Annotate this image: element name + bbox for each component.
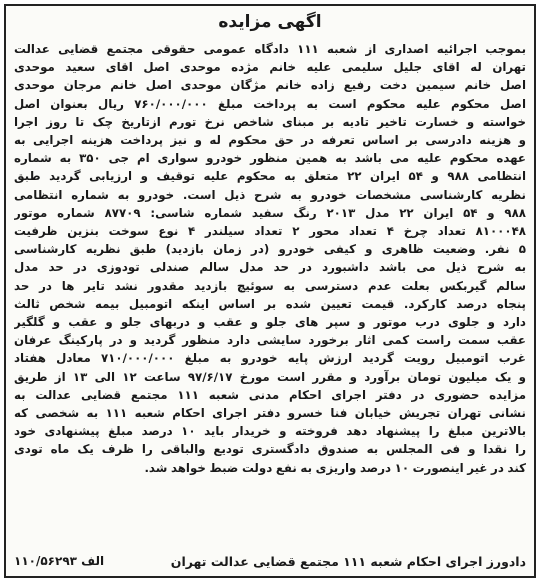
notice-body-line: ۸۱۰۰۰۴۸ تعداد چرخ ۴ تعداد محور ۲ تعداد سیلندر ۴ نوع سوخت بنزین ظرفیت [14,224,526,239]
auction-notice [4,4,536,578]
notice-body-line: ۹۸۸ و ۵۴ ایران ۲۲ مدل ۲۰۱۳ رنگ سفید شماره شاسی: ۸۷۷۰۹ شماره موتور [14,205,526,220]
notice-body-line: و هزینه دادرسی بر اساس تعرفه در حق محکوم له و نیز پرداخت هزینه اجرایی به [14,133,526,148]
notice-body-line: مزایده حضوری در دفتر اجرای احکام مدنی شعبه ۱۱۱ مجتمع قضایی عدالت به [14,387,526,402]
notice-body-line: عهده محکوم علیه می باشد به همین منظور خودرو سواری ام جی ۳۵۰ به شماره [14,151,526,166]
notice-body-line: اصل محکوم علیه محکوم است به پرداخت مبلغ ۷۶۰/۰۰۰/۰۰۰ ریال بعنوان اصل [14,96,526,111]
notice-body-line: تهران له اقای جلیل سلیمی علیه خانم مژده موحدی اصل اقای سعید موحدی [14,60,526,75]
notice-body-line: بموجب اجرائیه اصداری از شعبه ۱۱۱ دادگاه عمومی حقوقی مجتمع قضایی عدالت [14,42,526,56]
notice-body-line: عقب سمت راست کمی اثار برخورد سایشی دارد منظور گردید و در پارکینگ عرفان [14,333,526,348]
notice-body-line: خواسته و خسارت تاخیر تادیه بر مبنای شاخص نرخ تورم ازتاریخ چک تا روز اجرا [14,114,526,129]
notice-body-line: ۵ نفر. وضعیت ظاهری و کیفی خودرو (در زمان بازدید) طبق نظریه کارشناسی [14,242,526,257]
notice-body-line: دارد و جلوی درب موتور و سپر های جلو و عقب و دربهای جلو و عقب و گلگیر [14,315,526,330]
footer-reference-number: ۱۱۰/۵۶۲۹۳ الف [14,554,105,568]
notice-body-line: نظریه کارشناسی مشخصات خودرو به شرح ذیل است. خودرو به شماره انتظامی [14,187,526,202]
notice-body [14,40,526,546]
notice-footer [14,551,526,571]
notice-body-line: بالاترین مبلغ را پیشنهاد دهد فروخته و خریدار باید ۱۰ درصد مبلغ پیشنهادی خود [14,424,526,439]
notice-body-line: را نقدا و فی المجلس به صندوق دادگستری تودیع والباقی را ظرف یک ماه تودی [14,442,526,457]
notice-body-line: سالم گیربکس بعلت عدم دسترسی به سوئیچ بازدید مقدور نشد تایر ها در حد [14,278,526,293]
notice-body-line: پنجاه درصد کارکرد. قیمت تعیین شده بر اساس اینکه اتومبیل بیمه شخص ثالث [14,296,526,311]
footer-office: دادورز اجرای احکام شعبه ۱۱۱ مجتمع قضایی عدالت تهران [170,553,526,569]
notice-title: اگهی مزایده [218,12,322,32]
notice-body-line: غرب اتومبیل رویت گردید ارزش پایه خودرو به مبلغ ۷۱۰/۰۰۰/۰۰۰ معادل هفتاد [14,351,526,366]
notice-body-line: کند در غیر اینصورت ۱۰ درصد واریزی به نفع دولت ضبط خواهد شد. [144,460,526,475]
notice-body-line: نشانی تهران تجریش خیابان فنا خسرو دفتر اجرای احکام شعبه ۱۱۱ به شخصی که [14,406,526,421]
notice-body-line: اصل خانم سیمین دخت رفیع زاده خانم مژگان موحدی اصل خانم مرجان موحدی [14,78,526,93]
notice-body-line: به شرح ذیل می باشد داشبورد در حد مدل سالم صندلی تودوزی در حد مدل [14,260,526,275]
notice-body-line: انتظامی ۹۸۸ و ۵۴ ایران ۲۲ متعلق به محکوم علیه توقیف و ارزیابی گردید طبق [14,169,526,184]
notice-body-line: و یک میلیون تومان برآورد و مقرر است مورخ ۹۷/۶/۱۷ ساعت ۱۲ الی ۱۳ از طریق [14,369,526,384]
